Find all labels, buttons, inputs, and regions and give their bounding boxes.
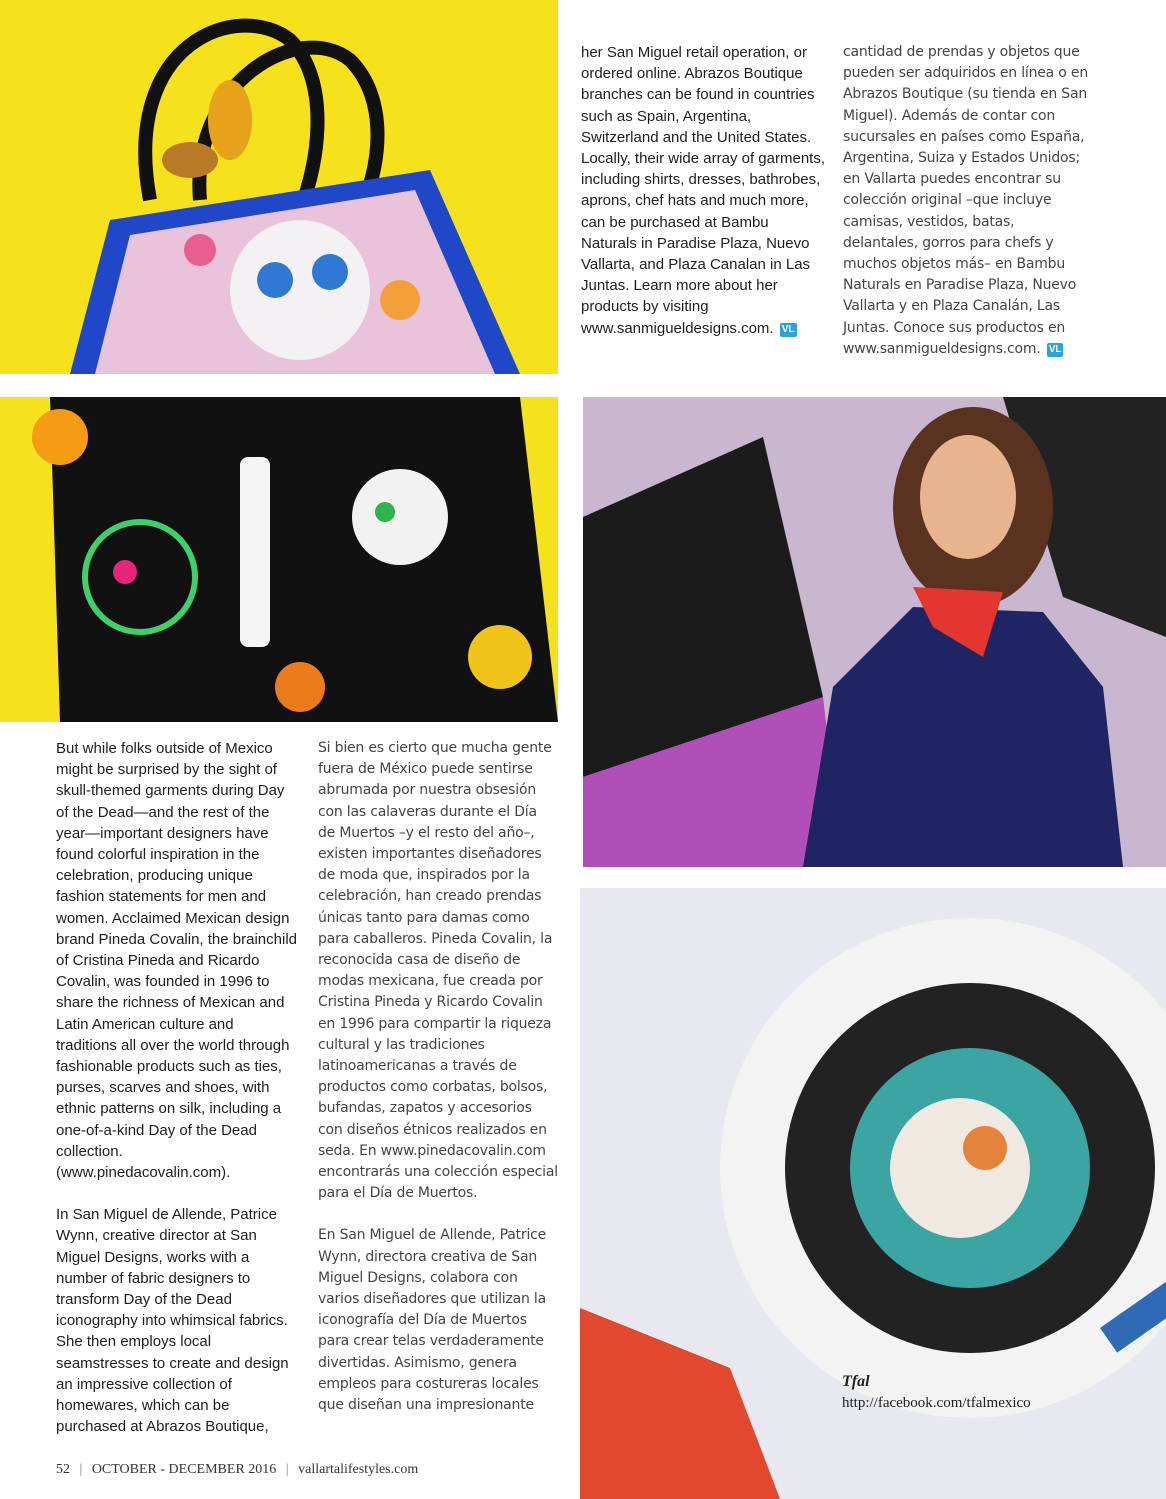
top-english-text: her San Miguel retail operation, or ordered online. Abrazos Boutique branches can be found in countries such as Spain, Argentina, Switzerland and the United States. Locally, their wide array of garments, including shirts, dresses, bathrobes, aprons, chef hats and much more, can be purchased at Bambu Naturals in Paradise Plaza, Nuevo Vallarta, and Plaza Canalan in Las Juntas. Learn more about her products by visiting www.sanmigueldesigns.com. [581, 44, 825, 337]
spanish-paragraph-1: Si bien es cierto que mucha gente fuera de México puede sentirse abrumada por nuestra obsesión con las calaveras durante el Día de Muertos –y el resto del año–, existen importantes diseñadores de moda que, inspirados por la celebración, han creado prendas únicas tanto para damas como para caballeros. Pineda Covalin, la reconocida casa de diseño de modas mexicana, fue creada por Cristina Pineda y Ricardo Covalin en 1996 para compartir la riqueza cultural y las tradiciones latinoamericanas a través de productos como corbatas, bolsos, bufandas, zapatos y accesorios con diseños étnicos realizados en seda. En www.pinedacovalin.com encontrarás una colección especial para el Día de Muertos. [318, 740, 558, 1202]
page-number: 52 [56, 1462, 70, 1477]
woman-scarf-photo [583, 397, 1166, 867]
skull-bag-photo [0, 0, 558, 374]
top-spanish-column [843, 42, 1088, 360]
top-english-column [581, 42, 826, 339]
footer-separator: | [79, 1462, 83, 1477]
spanish-column [318, 738, 558, 1437]
english-column [56, 738, 298, 1459]
caption-title: Tfal [842, 1373, 870, 1390]
site-url[interactable]: vallartalifestyles.com [298, 1462, 419, 1477]
footer-separator: | [285, 1462, 289, 1477]
caption-link[interactable]: http://facebook.com/tfalmexico [842, 1395, 1031, 1411]
issue-date: OCTOBER - DECEMBER 2016 [91, 1462, 277, 1477]
page-footer [56, 1462, 418, 1478]
vl-badge: VL [781, 323, 795, 335]
top-spanish-text: cantidad de prendas y objetos que pueden ser adquiridos en línea o en Abrazos Boutique (su tienda en San Miguel). Además de contar con sucursales en países como España, Argentina, Suiza y Estados Unidos; en Vallarta puedes encontrar su colección original –que incluye camisas, vestidos, batas, delantales, gorros para chefs y muchos objetos más– en Bambu Naturals en Paradise Plaza, Nuevo Vallarta y en Plaza Canalán, Las Juntas. Conoce sus productos en www.sanmigueldesigns.com. [843, 44, 1089, 357]
skeleton-fabric-photo [0, 397, 558, 722]
vl-badge: VL [1048, 343, 1062, 355]
spanish-paragraph-2: En San Miguel de Allende, Patrice Wynn, directora creativa de San Miguel Designs, colabora con varios diseñadores que utilizan la iconografía del Día de Muertos para crear telas verdaderamente divertidas. Asimismo, genera empleos para costureras locales que diseñan una impresionante [318, 1227, 547, 1414]
english-paragraph-1: But while folks outside of Mexico might be surprised by the sight of skull-themed garments during Day of the Dead—and the rest of the year—important designers have found colorful inspiration in the celebration, producing unique fashion statements for men and women. Acclaimed Mexican design brand Pineda Covalin, the brainchild of Cristina Pineda and Ricardo Covalin, was founded in 1996 to share the richness of Mexican and Latin American culture and traditions all over the world through fashionable products such as ties, purses, scarves and shoes, with ethnic patterns on silk, including a one-of-a-kind Day of the Dead collection. (www.pinedacovalin.com). [56, 740, 297, 1182]
english-paragraph-2: In San Miguel de Allende, Patrice Wynn, creative director at San Miguel Designs, works with a number of fabric designers to transform Day of the Dead iconography into whimsical fabrics. She then employs local seamstresses to create and design an impressive collection of homewares, which can be purchased at Abrazos Boutique, [56, 1206, 289, 1436]
